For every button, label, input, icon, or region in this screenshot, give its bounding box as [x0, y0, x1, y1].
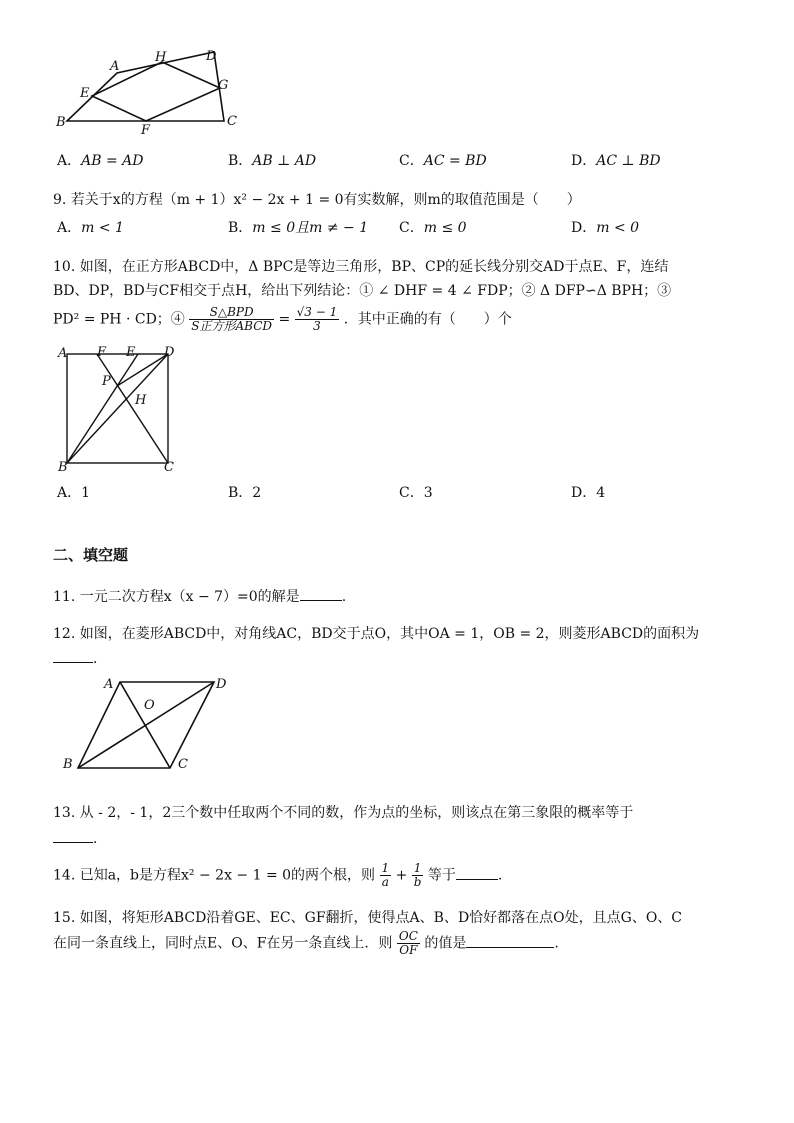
q10-value-numerator: √3 − 1	[296, 305, 338, 319]
q10-option-d[interactable]: D．4	[571, 485, 606, 501]
q14-fraction-1: $\frac{1}{a}$	[381, 861, 390, 889]
q8-label-d: D	[206, 49, 217, 64]
q11-answer-blank[interactable]	[300, 586, 342, 601]
q10-figure	[52, 342, 187, 474]
q12-label-a: A	[104, 677, 114, 692]
q10-line-3	[53, 306, 512, 333]
q9-text: 9. 若关于x的方程（m + 1）x² − 2x + 1 = 0有实数解，则m的取值范围是（ ）	[53, 192, 581, 208]
q11-text: 11. 一元二次方程x（x − 7）=0的解是 .	[53, 586, 346, 607]
q9-option-a[interactable]: A．m < 1	[57, 220, 124, 236]
q10-value-denominator: 3	[313, 319, 321, 333]
q9-option-d[interactable]: D．m < 0	[571, 220, 640, 236]
q10-label-f: F	[97, 345, 107, 360]
q8-label-e: E	[80, 86, 90, 101]
q15-fraction: $\frac{OC}{OF}$	[398, 929, 418, 957]
q10-area-ratio-fraction	[189, 306, 274, 333]
q14-fraction-2: $\frac{1}{b}$	[413, 861, 422, 889]
q10-label-p: P	[102, 374, 111, 389]
q10-line-3-end: ．其中正确的有（ ）个	[343, 311, 512, 328]
q10-label-e: E	[126, 345, 136, 360]
q8-label-h: H	[155, 50, 167, 65]
q12-line-2: .	[53, 648, 97, 669]
q10-option-b[interactable]: B．2	[228, 485, 262, 501]
q8-label-g: G	[218, 78, 229, 93]
q10-line-1: 10. 如图，在正方形ABCD中，Δ BPC是等边三角形，BP、CP的延长线分别交AD于点E、F，连结	[53, 259, 669, 275]
q8-label-f: F	[141, 123, 151, 138]
q14-text: 14. 已知a，b是方程x² − 2x − 1 = 0的两个根，则 $\frac{1}{a}$ + $\frac{1}{b}$ 等于 .	[53, 861, 503, 889]
q10-line-3-start: PD² = PH · CD；④	[53, 311, 185, 328]
q8-label-b: B	[56, 115, 66, 130]
q15-line-1: 15. 如图，将矩形ABCD沿着GE、EC、GF翻折，使得点A、B、D恰好都落在点O处，且点G、O、C	[53, 910, 683, 926]
q14-answer-blank[interactable]	[456, 865, 498, 880]
q10-label-h: H	[135, 393, 147, 408]
q12-label-c: C	[178, 757, 188, 772]
q10-label-d: D	[164, 345, 175, 360]
q15-answer-blank[interactable]	[466, 933, 554, 948]
q10-label-a: A	[58, 346, 68, 361]
q12-figure	[60, 670, 240, 775]
q13-line-1: 13. 从 - 2，- 1，2三个数中任取两个不同的数，作为点的坐标，则该点在第三象限的概率等于	[53, 805, 634, 821]
q8-quadrilateral	[67, 52, 224, 121]
q12-answer-blank[interactable]	[53, 648, 93, 663]
q8-option-d[interactable]: D．AC ⊥ BD	[571, 153, 661, 169]
q8-option-c[interactable]: C．AC = BD	[399, 153, 487, 169]
q10-label-b: B	[58, 460, 68, 474]
q12-label-b: B	[63, 757, 73, 772]
q10-fraction-numerator: S△BPD	[189, 306, 274, 320]
q12-line-1: 12. 如图，在菱形ABCD中，对角线AC，BD交于点O，其中OA = 1，OB = 2，则菱形ABCD的面积为	[53, 626, 700, 642]
q10-equals: =	[278, 311, 291, 328]
q10-value-fraction	[295, 306, 340, 333]
q9-option-b[interactable]: B．m ≤ 0且m ≠ − 1	[228, 220, 369, 236]
q12-label-d: D	[216, 677, 227, 692]
q9-option-c[interactable]: C．m ≤ 0	[399, 220, 467, 236]
q10-label-c: C	[164, 460, 174, 474]
q10-option-a[interactable]: A．1	[57, 485, 91, 501]
q13-line-2: .	[53, 828, 97, 849]
q8-option-b[interactable]: B．AB ⊥ AD	[228, 153, 317, 169]
section-title: 二、填空题	[53, 546, 129, 564]
q12-label-o: O	[144, 698, 155, 713]
q8-figure	[52, 48, 252, 138]
q8-label-a: A	[110, 59, 120, 74]
q8-option-a[interactable]: A．AB = AD	[57, 153, 144, 169]
q10-fraction-denominator: S正方形ABCD	[191, 319, 272, 333]
q10-option-c[interactable]: C．3	[399, 485, 433, 501]
q13-answer-blank[interactable]	[53, 828, 93, 843]
q10-line-2: BD、DP，BD与CF相交于点H，给出下列结论：① ∠ DHF = 4 ∠ FDP；② Δ DFP∽Δ BPH；③	[53, 283, 672, 299]
q15-line-2: 在同一条直线上，同时点E、O、F在另一条直线上．则 $\frac{OC}{OF}$ 的值是 .	[53, 929, 559, 957]
q8-label-c: C	[227, 114, 237, 129]
